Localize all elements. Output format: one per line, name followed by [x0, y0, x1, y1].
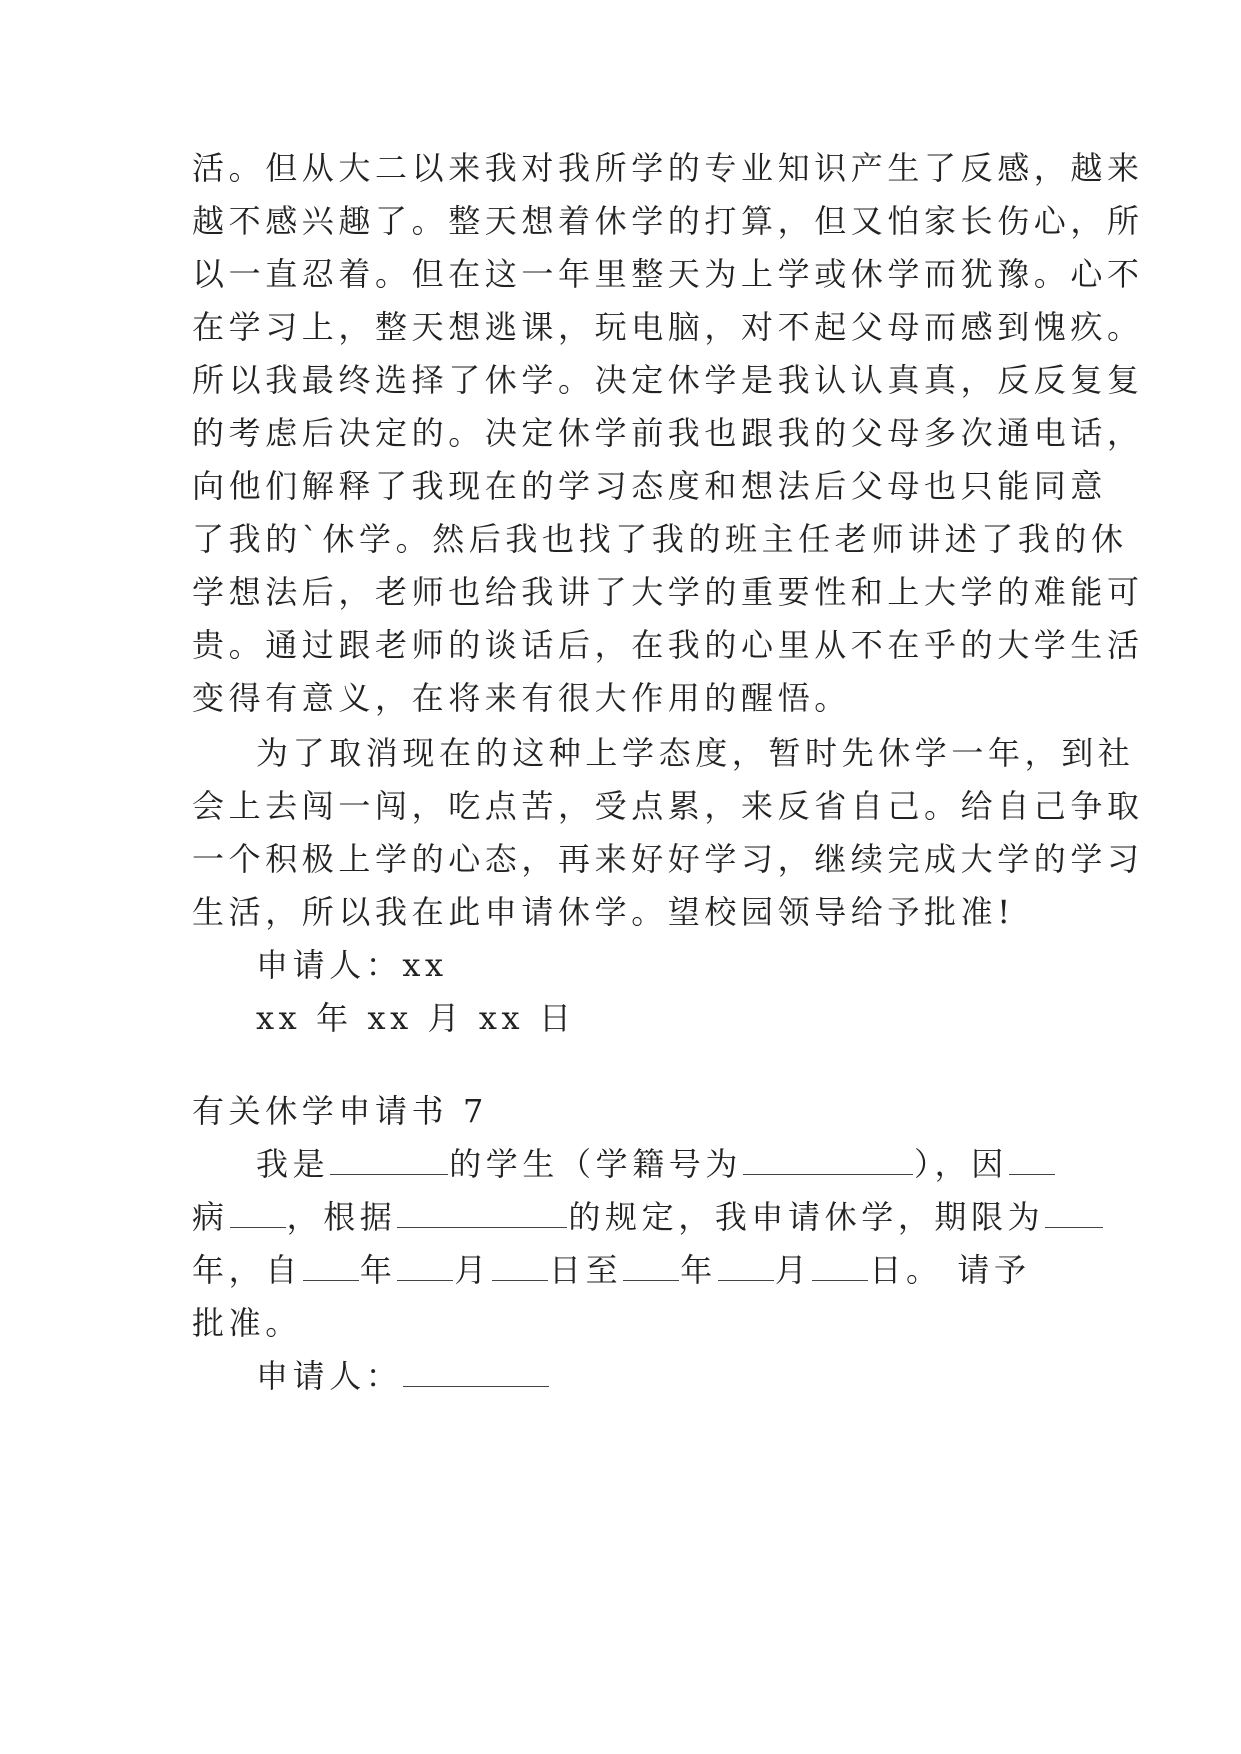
application-date: xx 年 xx 月 xx 日	[256, 999, 576, 1037]
student-id-blank	[743, 1144, 913, 1175]
form-text: 我是	[256, 1145, 330, 1183]
form-text: 的规定，我申请休学，期限为	[568, 1198, 1045, 1236]
body-text-line: 生活，所以我在此申请休学。望校园领导给予批准!	[192, 893, 1015, 931]
body-text-line: 了我的`休学。然后我也找了我的班主任老师讲述了我的休	[192, 520, 1128, 558]
body-text-line: 活。但从大二以来我对我所学的专业知识产生了反感，越来	[192, 149, 1144, 187]
form-text: 日至	[549, 1251, 623, 1289]
start-day-blank	[492, 1250, 548, 1281]
body-text-line: 会上去闯一闯，吃点苦，受点累，来反省自己。给自己争取	[192, 787, 1144, 825]
form-text: 病	[192, 1198, 229, 1236]
start-month-blank	[397, 1250, 453, 1281]
form-text: 日。 请予	[869, 1251, 1031, 1289]
body-text-line: 在学习上，整天想逃课，玩电脑，对不起父母而感到愧疚。	[192, 308, 1144, 346]
body-text-line: 向他们解释了我现在的学习态度和想法后父母也只能同意	[192, 467, 1108, 505]
form-signature-line	[256, 1356, 1136, 1396]
duration-blank	[1045, 1197, 1103, 1228]
form-line-3	[192, 1250, 1072, 1290]
section-title: 有关休学申请书 7	[192, 1092, 488, 1130]
form-text: 月	[454, 1251, 492, 1289]
body-text-line: 越不感兴趣了。整天想着休学的打算，但又怕家长伤心，所	[192, 202, 1144, 240]
form-text: 年	[359, 1251, 397, 1289]
form-line-2	[192, 1197, 1072, 1237]
reason-blank	[1009, 1144, 1055, 1175]
form-text: 月	[774, 1251, 812, 1289]
form-text: ），因	[914, 1145, 1008, 1183]
form-line-4: 批准。	[192, 1304, 302, 1342]
body-text-line: 的考虑后决定的。决定休学前我也跟我的父母多次通电话，	[192, 414, 1144, 452]
form-text: 的学生（学籍号为	[449, 1145, 743, 1183]
body-text-line: 贵。通过跟老师的谈话后，在我的心里从不在乎的大学生活	[192, 626, 1144, 664]
applicant-signature: 申请人：xx	[256, 946, 448, 984]
body-text-line: 所以我最终选择了休学。决定休学是我认认真真，反反复复	[192, 361, 1144, 399]
end-year-blank	[623, 1250, 679, 1281]
form-text: 年，自	[192, 1251, 302, 1289]
illness-blank	[230, 1197, 286, 1228]
body-text-line: 变得有意义，在将来有很大作用的醒悟。	[192, 679, 851, 717]
body-text-line: 以一直忍着。但在这一年里整天为上学或休学而犹豫。心不	[192, 255, 1144, 293]
regulation-blank	[397, 1197, 567, 1228]
body-text-line: 一个积极上学的心态，再来好好学习，继续完成大学的学习	[192, 840, 1144, 878]
end-month-blank	[718, 1250, 774, 1281]
body-text-line: 学想法后，老师也给我讲了大学的重要性和上大学的难能可	[192, 573, 1144, 611]
end-day-blank	[812, 1250, 868, 1281]
form-text: ，根据	[286, 1198, 397, 1236]
body-text-line: 为了取消现在的这种上学态度，暂时先休学一年，到社	[256, 734, 1135, 772]
form-line-1	[256, 1144, 1136, 1184]
signature-label: 申请人：	[256, 1357, 403, 1395]
start-year-blank	[303, 1250, 359, 1281]
school-blank	[330, 1144, 448, 1175]
form-text: 年	[680, 1251, 717, 1289]
signature-blank	[403, 1356, 549, 1387]
